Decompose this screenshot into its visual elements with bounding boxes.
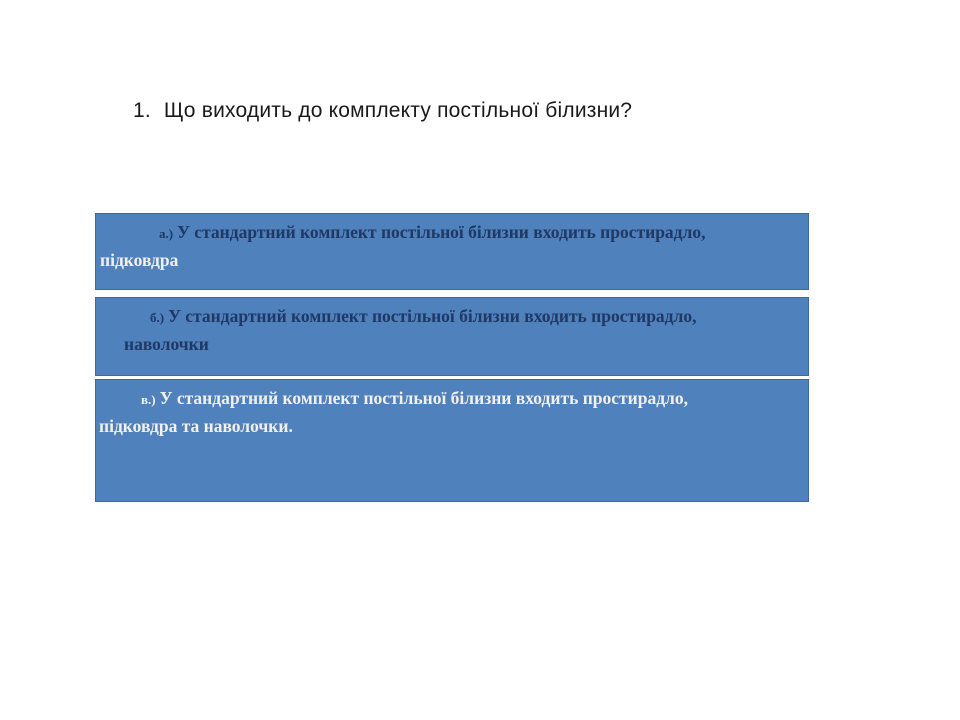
option-v-text-line2: підковдра та наволочки. (99, 416, 293, 436)
option-a-text-line1: У стандартний комплект постільної білизни входить простирадло, (177, 222, 706, 242)
option-a-label: а.) (159, 226, 174, 241)
question-text: Що виходить до комплекту постільної білизни? (163, 99, 633, 122)
option-v-line1-row (96, 380, 808, 413)
option-a-line1-row (96, 214, 808, 247)
answer-options-table (95, 213, 809, 502)
option-v-text-line1: У стандартний комплект постільної білизни входить простирадло, (159, 388, 688, 408)
answer-option-a[interactable] (95, 213, 809, 290)
option-a-text-line2: підковдра (100, 250, 179, 270)
option-b-text-line1: У стандартний комплект постільної білизни входить простирадло, (168, 306, 697, 326)
answer-option-v[interactable] (95, 379, 809, 502)
answer-option-b[interactable] (95, 297, 809, 376)
option-v-label: в.) (141, 392, 156, 407)
option-b-line1-row (96, 298, 808, 331)
question-title (133, 97, 632, 125)
option-b-label: б.) (150, 310, 165, 325)
option-b-text-line2: наволочки (124, 334, 209, 354)
question-number: 1. (133, 99, 151, 122)
